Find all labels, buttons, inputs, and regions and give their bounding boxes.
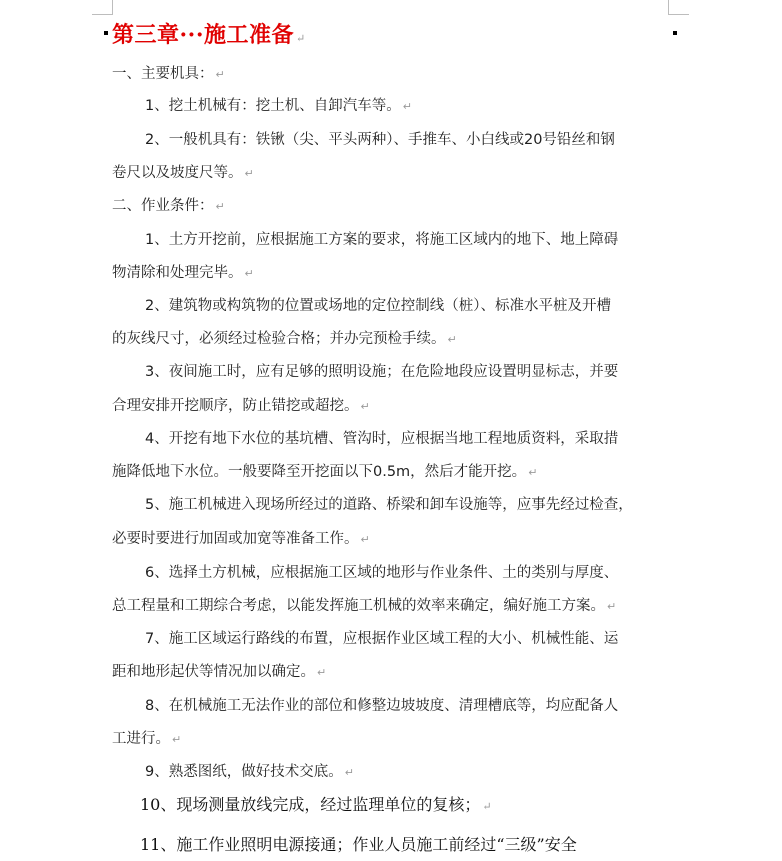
line-text: 卷尺以及坡度尺等。 (112, 165, 243, 181)
line-text: 11、施工作业照明电源接通；作业人员施工前经过“三级”安全 (140, 835, 577, 854)
list-item (145, 94, 412, 115)
line-text: 4、开挖有地下水位的基坑槽、管沟时，应根据当地工程地质资料，采取措 (145, 431, 619, 447)
chapter-heading (112, 18, 306, 49)
list-item (145, 760, 354, 781)
list-item-continued (112, 261, 254, 282)
list-item-continued (112, 161, 254, 182)
line-text: 6、选择土方机械，应根据施工区域的地形与作业条件、土的类别与厚度、 (145, 565, 619, 581)
paragraph-mark-icon: ↵ (215, 200, 225, 213)
chapter-heading-text: 第三章···施工准备 (112, 22, 294, 48)
line-text: 5、施工机械进入现场所经过的道路、桥梁和卸车设施等，应事先经过检查， (145, 497, 633, 513)
crop-mark-top-right (668, 0, 689, 15)
section-title (112, 194, 225, 215)
list-item (145, 561, 618, 582)
paragraph-mark-icon: ↵ (607, 600, 617, 613)
line-text: 8、在机械施工无法作业的部位和修整边坡坡度、清理槽底等，均应配备人 (145, 698, 619, 714)
line-text: 施降低地下水位。一般要降至开挖面以下0.5m，然后才能开挖。 (112, 464, 527, 480)
section-title (112, 62, 225, 83)
list-item-continued (112, 527, 370, 548)
line-text: 10、现场测量放线完成，经过监理单位的复核； (140, 795, 481, 814)
list-item-continued (112, 660, 326, 681)
list-item (140, 792, 492, 815)
paragraph-mark-icon: ↵ (244, 267, 254, 280)
line-text: 1、挖土机械有：挖土机、自卸汽车等。 (145, 98, 401, 114)
heading-bullet-left (104, 31, 108, 35)
list-item-continued (112, 594, 616, 615)
line-text: 必要时要进行加固或加宽等准备工作。 (112, 531, 359, 547)
paragraph-mark-icon: ↵ (344, 766, 354, 779)
line-text: 2、一般机具有：铁锹（尖、平头两种）、手推车、小白线或20号铅丝和钢 (145, 132, 615, 148)
line-text: 一、主要机具： (112, 66, 214, 82)
list-item (145, 427, 618, 448)
list-item-continued (112, 394, 370, 415)
list-item (145, 294, 611, 315)
list-item (140, 832, 577, 855)
line-text: 二、作业条件： (112, 198, 214, 214)
list-item (145, 694, 618, 715)
paragraph-mark-icon: ↵ (447, 333, 457, 346)
list-item-continued (112, 327, 457, 348)
paragraph-mark-icon: ↵ (172, 733, 182, 746)
line-text: 1、土方开挖前，应根据施工方案的要求，将施工区域内的地下、地上障碍 (145, 232, 619, 248)
paragraph-mark-icon: ↵ (482, 800, 492, 813)
line-text: 2、建筑物或构筑物的位置或场地的定位控制线（桩）、标准水平桩及开槽 (145, 298, 611, 314)
paragraph-mark-icon: ↵ (360, 400, 370, 413)
paragraph-mark-icon: ↵ (215, 68, 225, 81)
line-text: 合理安排开挖顺序，防止错挖或超挖。 (112, 398, 359, 414)
line-text: 3、夜间施工时，应有足够的照明设施；在危险地段应设置明显标志，并要 (145, 364, 619, 380)
heading-bullet-right (673, 31, 677, 35)
line-text: 总工程量和工期综合考虑，以能发挥施工机械的效率来确定，编好施工方案。 (112, 598, 605, 614)
line-text: 9、熟悉图纸，做好技术交底。 (145, 764, 343, 780)
paragraph-mark-icon: ↵ (244, 167, 254, 180)
line-text: 的灰线尺寸，必须经过检验合格；并办完预检手续。 (112, 331, 446, 347)
line-text: 工进行。 (112, 731, 170, 747)
crop-mark-top-left (92, 0, 113, 15)
line-text: 物清除和处理完毕。 (112, 265, 243, 281)
line-text: 距和地形起伏等情况加以确定。 (112, 664, 315, 680)
list-item (145, 128, 615, 149)
paragraph-mark-icon: ↵ (360, 533, 370, 546)
list-item (145, 627, 618, 648)
list-item (145, 228, 618, 249)
paragraph-mark-icon: ↵ (402, 100, 412, 113)
paragraph-mark-icon: ↵ (295, 32, 306, 45)
paragraph-mark-icon: ↵ (317, 666, 327, 679)
line-text: 7、施工区域运行路线的布置，应根据作业区域工程的大小、机械性能、运 (145, 631, 619, 647)
paragraph-mark-icon: ↵ (528, 466, 538, 479)
list-item-continued (112, 460, 537, 481)
list-item (145, 493, 633, 514)
list-item (145, 360, 618, 381)
list-item-continued (112, 727, 181, 748)
